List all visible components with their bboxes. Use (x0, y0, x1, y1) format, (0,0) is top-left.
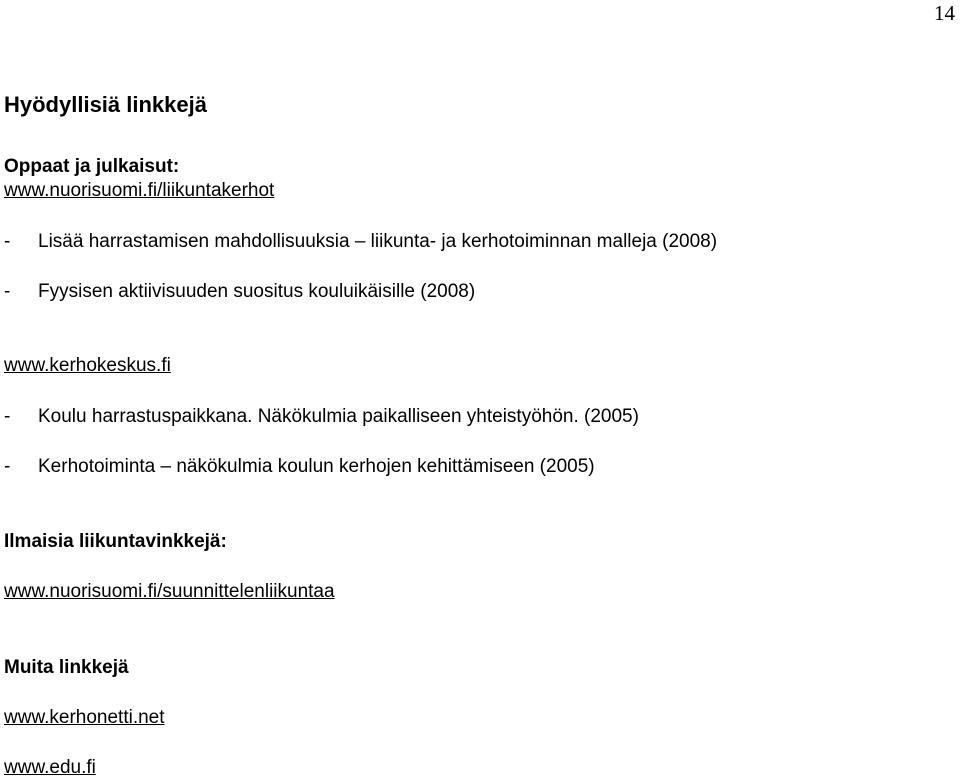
link-nuorisuomi-suunnittelenliikuntaa[interactable]: www.nuorisuomi.fi/suunnittelenliikuntaa (4, 581, 335, 602)
bullet-dash: - (4, 406, 11, 427)
list-item-text: Lisää harrastamisen mahdollisuuksia – liikunta- ja kerhotoiminnan malleja (2008) (38, 231, 718, 252)
guides-heading: Oppaat ja julkaisut: (4, 156, 180, 177)
free-tips-heading: Ilmaisia liikuntavinkkejä: (4, 531, 227, 552)
bullet-dash: - (4, 456, 11, 477)
list-item-text: Kerhotoiminta – näkökulmia koulun kerhojen kehittämiseen (2005) (38, 456, 595, 477)
list-item (4, 281, 475, 303)
list-item (4, 456, 595, 478)
link-kerhokeskus[interactable]: www.kerhokeskus.fi (4, 355, 171, 376)
link-edu[interactable]: www.edu.fi (4, 757, 96, 778)
bullet-dash: - (4, 281, 11, 302)
page-title: Hyödyllisiä linkkejä (4, 92, 207, 117)
bullet-dash: - (4, 231, 11, 252)
link-kerhonetti[interactable]: www.kerhonetti.net (4, 707, 165, 728)
list-item (4, 231, 717, 253)
list-item-text: Fyysisen aktiivisuuden suositus kouluikäisille (2008) (38, 281, 476, 302)
link-nuorisuomi-liikuntakerhot[interactable]: www.nuorisuomi.fi/liikuntakerhot (4, 180, 275, 201)
other-links-heading: Muita linkkejä (4, 657, 129, 678)
page-number: 14 (934, 1, 955, 25)
list-item-text: Koulu harrastuspaikkana. Näkökulmia paikalliseen yhteistyöhön. (2005) (38, 406, 639, 427)
list-item (4, 406, 639, 428)
